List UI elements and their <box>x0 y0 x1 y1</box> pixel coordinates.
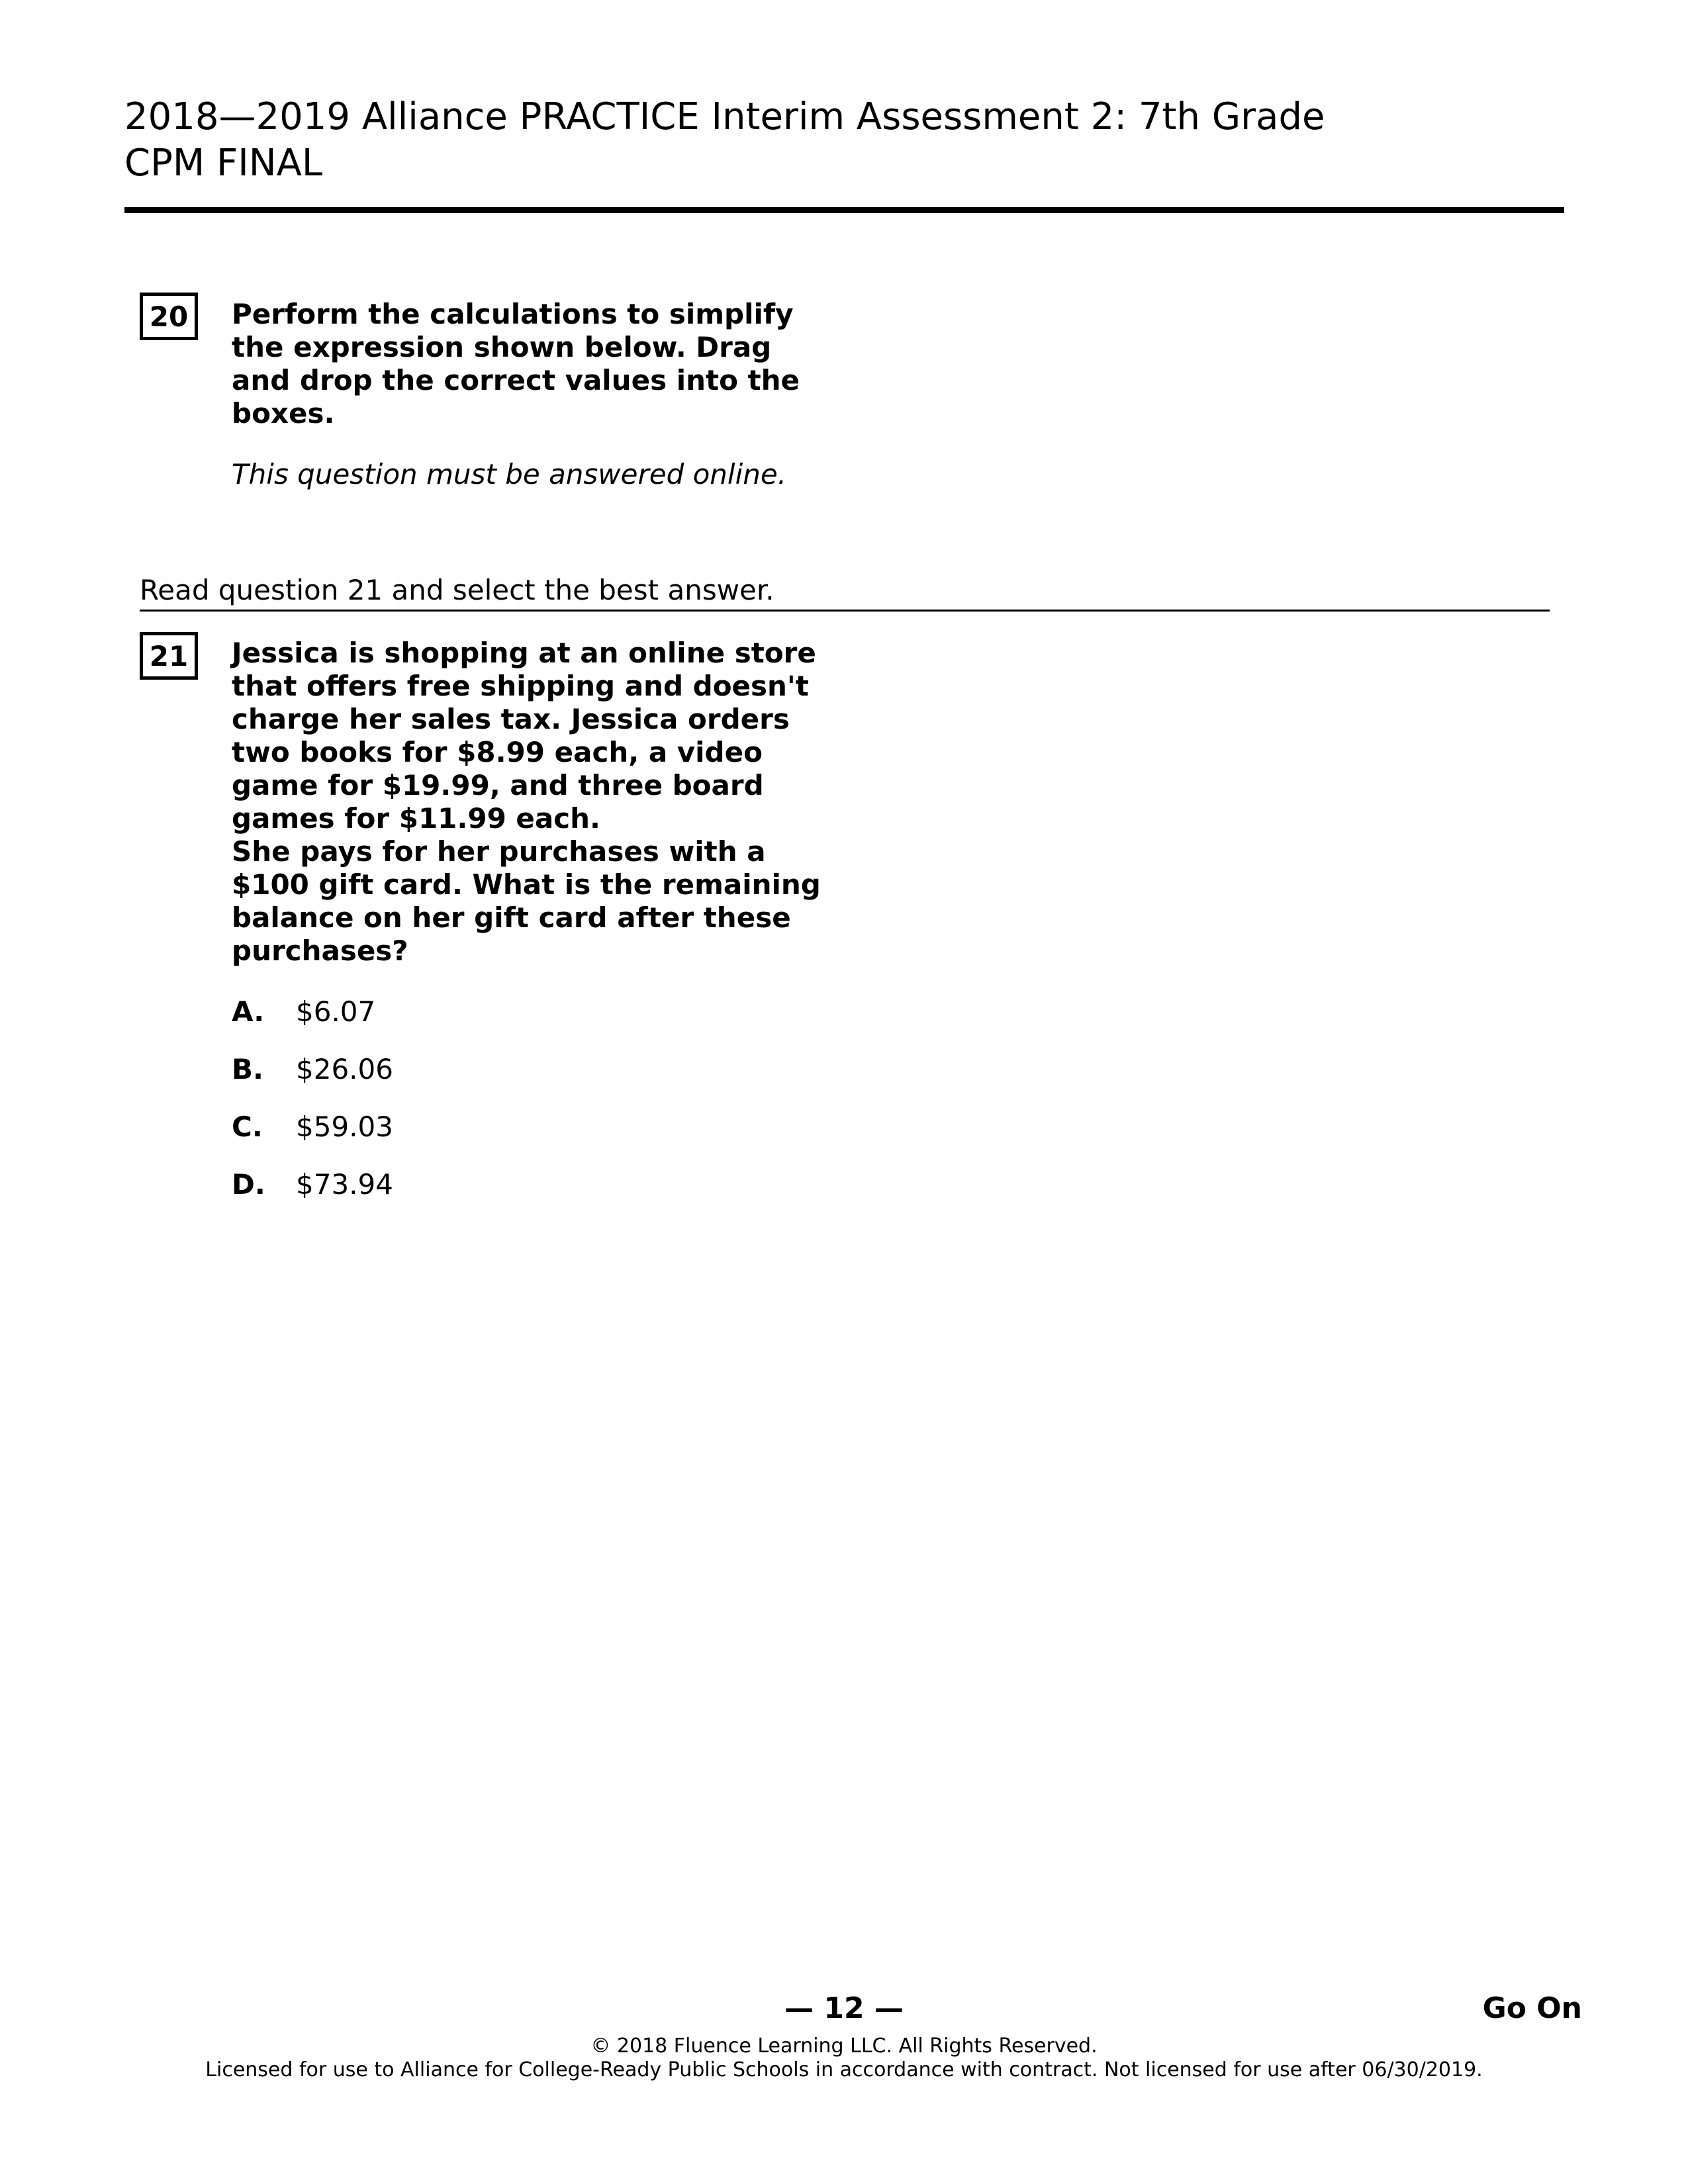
option-text: $59.03 <box>296 1111 393 1143</box>
page-title: 2018—2019 Alliance PRACTICE Interim Assessment 2: 7th Grade CPM FINAL <box>124 95 1325 185</box>
question-21-stem-part1: Jessica is shopping at an online store that offers free shipping and doesn't charge her sales tax. Jessica orders two books for $8.99 each, a video game for $19.99, and three board games for $11.99 each. <box>232 637 816 835</box>
page-number: — 12 — <box>784 1991 904 2025</box>
option-text: $6.07 <box>296 995 376 1028</box>
license-notice: Licensed for use to Alliance for College-Ready Public Schools in accordance with contract. Not licensed for use after 06/30/2019. <box>205 2058 1483 2081</box>
go-on-label: Go On <box>1482 1991 1582 2025</box>
question-20-stem: Perform the calculations to simplify the expression shown below. Drag and drop the correct values into the boxes. <box>232 298 800 430</box>
option-letter: A. <box>232 995 265 1028</box>
question-21-directions: Read question 21 and select the best answer. <box>140 574 774 606</box>
question-20-online-note: This question must be answered online. <box>232 458 787 490</box>
option-letter: D. <box>232 1168 265 1201</box>
option-text: $73.94 <box>296 1168 393 1201</box>
question-21-stem-part2: She pays for her purchases with a $100 gift card. What is the remaining balance on her gift card after these purchases? <box>232 835 821 967</box>
question-21-number-box: 21 <box>140 632 198 680</box>
header-divider <box>124 207 1564 213</box>
option-letter: B. <box>232 1053 263 1085</box>
question-20-number-box: 20 <box>140 293 198 340</box>
directions-divider <box>140 610 1550 612</box>
option-letter: C. <box>232 1111 263 1143</box>
option-text: $26.06 <box>296 1053 393 1085</box>
copyright-notice: © 2018 Fluence Learning LLC. All Rights Reserved. <box>590 2034 1098 2058</box>
